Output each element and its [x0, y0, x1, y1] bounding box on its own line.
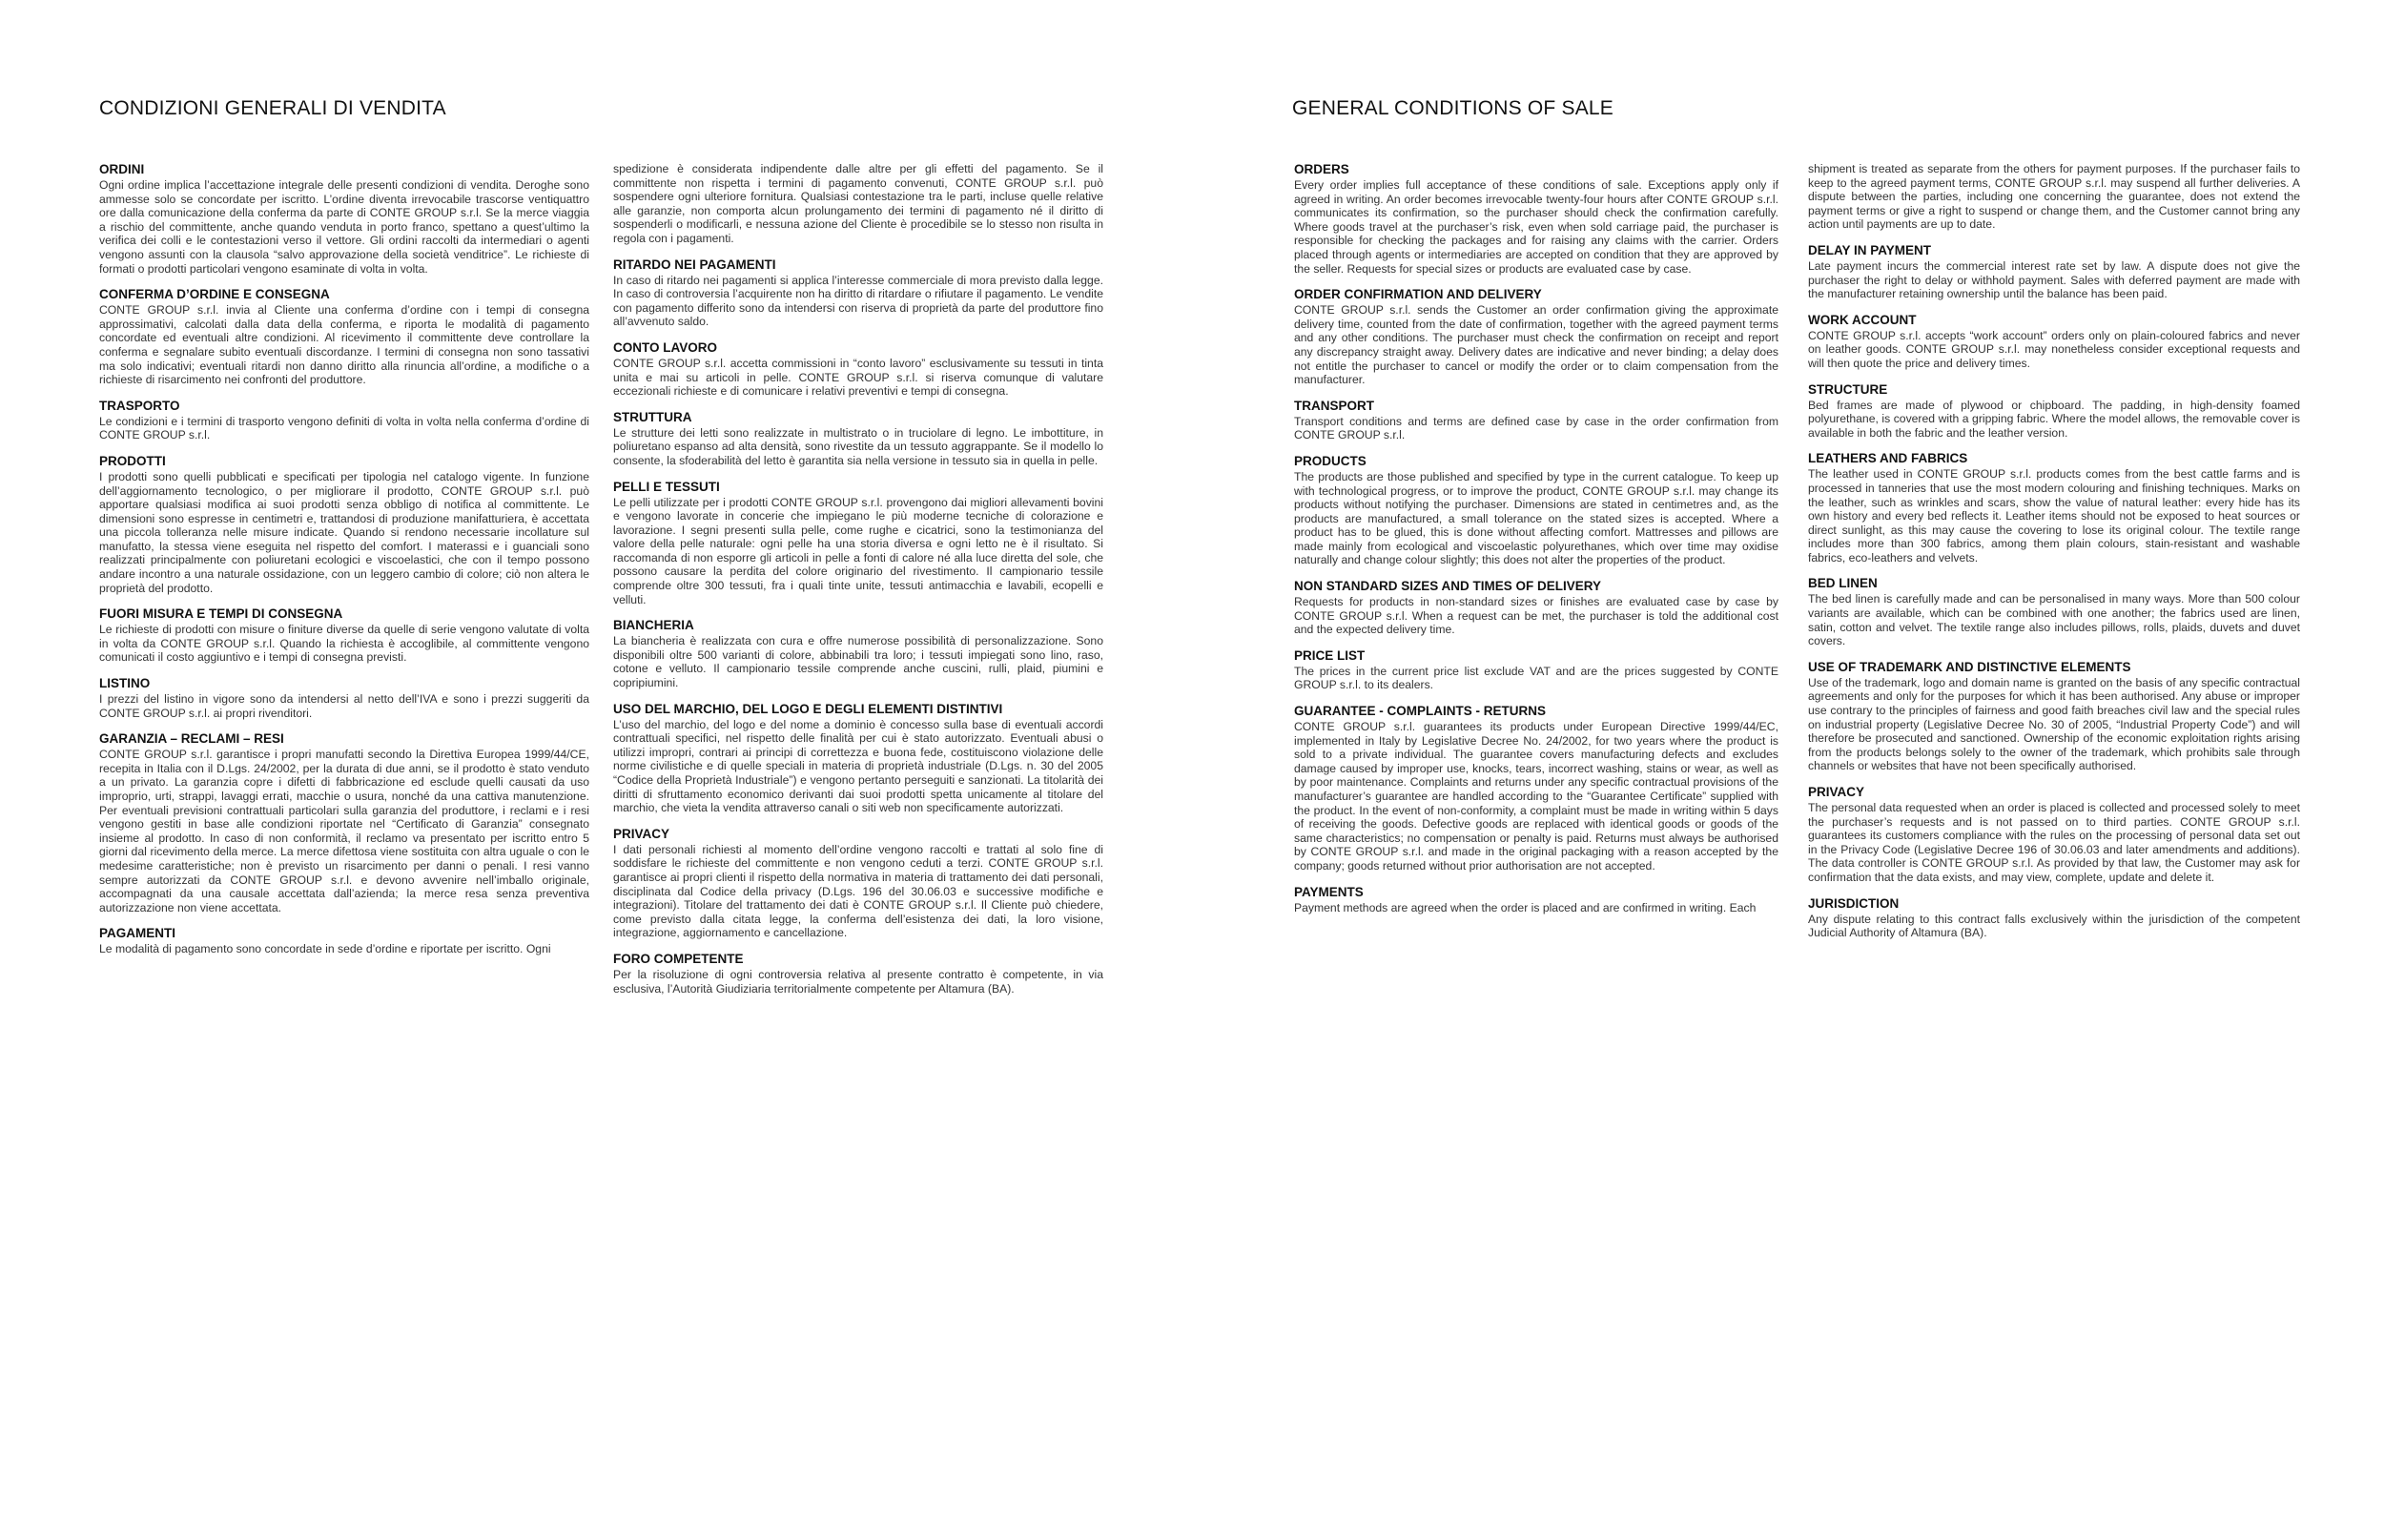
section-body: CONTE GROUP s.r.l. guarantees its products under European Directive 1999/44/EC, implemented in Italy by Legislative Decree No. 24/2002, for two years where the product is sold to a private individual. The guarantee covers manufacturing defects and excludes damage caused by improper use, knocks, tears, incorrect washing, stains or wear, as well as by poor maintenance. Complaints and returns under any specific contractual provisions of the manufacturer’s guarantee are handled according to the “Guarantee Certificate” supplied with the product. In the event of non-conformity, a complaint must be made in writing within 5 days of receiving the goods. Defective goods are replaced with identical goods or goods of the same characteristics; no compensation or penalty is paid. Returns must always be authorised by CONTE GROUP s.r.l. and made in the original packaging with a reason accepted by the company; goods returned without prior authorisation are not accepted.: [1294, 720, 1778, 873]
section-body: Every order implies full acceptance of these conditions of sale. Exceptions apply only if agreed in writing. An order becomes irrevocable twenty-four hours after CONTE GROUP s.r.l. communicates its confirmation, so the purchaser should check the confirmation carefully. Where goods travel at the purchaser’s risk, even when sold carriage paid, the purchaser is responsible for checking the packages and for raising any claims with the carrier. Orders placed through agents or intermediaries are accepted on condition that they are approved by the seller. Requests for special sizes or products are evaluated case by case.: [1294, 178, 1778, 276]
terms-section: [1294, 454, 1778, 567]
section-body: The bed linen is carefully made and can be personalised in many ways. More than 500 colour variants are available, which can be combined with one another; the fabrics used are linen, satin, cotton and velvet. The textile range also includes pillows, rolls, plaids, duvets and duvet covers.: [1808, 592, 2300, 648]
section-heading: ORDINI: [99, 162, 145, 176]
section-heading: DELAY IN PAYMENT: [1808, 242, 1932, 257]
terms-section: [99, 454, 589, 595]
terms-section: [99, 676, 589, 720]
terms-section: [1808, 660, 2300, 773]
section-body: The products are those published and specified by type in the current catalogue. To keep up with technological progress, or to improve the product, CONTE GROUP s.r.l. may change its products without notifying the purchaser. Dimensions are stated in centimetres and, as the products are manufactured, a small tolerance on the stated sizes is accepted. Where a product has to be glued, this is done without affecting comfort. Mattresses and pillows are made mainly from ecological and viscoelastic polyurethanes, which over time may oxidise naturally and change colour slightly; this does not alter the properties of the product.: [1294, 469, 1778, 567]
section-heading: LEATHERS AND FABRICS: [1808, 451, 1968, 466]
section-heading: PAYMENTS: [1294, 884, 1364, 899]
terms-section: [1294, 579, 1778, 637]
section-body: Le condizioni e i termini di trasporto vengono definiti di volta in volta nella conferma d’ordine di CONTE GROUP s.r.l.: [99, 414, 589, 442]
section-heading: PRODUCTS: [1294, 453, 1367, 468]
section-body: CONTE GROUP s.r.l. garantisce i propri manufatti secondo la Direttiva Europea 1999/44/CE, recepita in Italia con il D.Lgs. 24/2002, per la durata di due anni, se il prodotto è stato venduto a un privato. La garanzia copre i difetti di fabbricazione ed esclude quelli causati da uso improprio, urti, strappi, lavaggi errati, macchie o usura, nonché da una cattiva manutenzione. Per eventuali previsioni contrattuali particolari sulla garanzia del produttore, i reclami e i resi vengono gestiti in base alle condizioni riportate nel “Certificato di Garanzia” consegnato insieme al prodotto. In caso di non conformità, il reclamo va presentato per iscritto entro 5 giorni dal ricevimento della merce. La merce difettosa viene sostituita con altra uguale o con le medesime caratteristiche; non è previsto un risarcimento per danni o penali. I resi vanno sempre autorizzati da CONTE GROUP s.r.l. e devono avvenire nell’imballo originale, accompagnati da una causale accettata dall’azienda; la merce resa senza preventiva autorizzazione non viene accettata.: [99, 748, 589, 914]
terms-section: [1294, 287, 1778, 387]
section-heading: PRICE LIST: [1294, 647, 1366, 663]
section-heading: PRIVACY: [1808, 785, 1865, 799]
section-heading: USE OF TRADEMARK AND DISTINCTIVE ELEMENTS: [1808, 659, 2131, 674]
terms-section: [1294, 162, 1778, 276]
terms-section: [99, 926, 589, 956]
terms-section: [1808, 896, 2300, 940]
section-body: Transport conditions and terms are defined case by case in the order confirmation from CONTE GROUP s.r.l.: [1294, 414, 1778, 442]
section-heading: CONTO LAVORO: [613, 339, 718, 355]
section-body: Le richieste di prodotti con misure o finiture diverse da quelle di serie vengono valutate di volta in volta da CONTE GROUP s.r.l. Quando la richiesta è accoglibile, al committente vengono comunicati il costo aggiuntivo e i tempi di consegna previsti.: [99, 623, 589, 665]
terms-section: [613, 952, 1103, 996]
section-heading: GARANZIA – RECLAMI – RESI: [99, 731, 284, 747]
section-body: CONTE GROUP s.r.l. invia al Cliente una conferma d’ordine con i tempi di consegna approssimativi, calcolati dalla data della conferma, e riporta le modalità di pagamento concordate ed eventuali altre condizioni. Al ricevimento il committente deve controllare la conferma e segnalare subito eventuali discordanze. I termini di consegna non sono tassativi ma solo indicativi; eventuali ritardi non danno diritto alla rinuncia all’ordine, a modifiche o a richieste di risarcimento nei confronti del produttore.: [99, 303, 589, 387]
page-title-en: GENERAL CONDITIONS OF SALE: [1292, 97, 1613, 119]
section-heading: STRUCTURE: [1808, 381, 1888, 397]
section-body: Per la risoluzione di ogni controversia relativa al presente contratto è competente, in via esclusiva, l’Autorità Giudiziaria territorialmente competente per Altamura (BA).: [613, 967, 1103, 996]
terms-section: [613, 480, 1103, 607]
section-heading: TRANSPORT: [1294, 398, 1374, 413]
section-body: Late payment incurs the commercial interest rate set by law. A dispute does not give the purchaser the right to delay or withhold payment. Sales with deferred payment are made with the manufacturer retaining ownership until the balance has been paid.: [1808, 258, 2300, 301]
section-body: In caso di ritardo nei pagamenti si applica l’interesse commerciale di mora previsto dalla legge. In caso di controversia l’acquirente non ha diritto di ritardare o rifiutare il pagamento. Le vendite con pagamento differito sono da intendersi con riserva di proprietà da parte del produttore fino all’avvenuto saldo.: [613, 273, 1103, 329]
terms-section: [1808, 785, 2300, 885]
section-body: Bed frames are made of plywood or chipboard. The padding, in high-density foamed polyurethane, is covered with a gripping fabric. Where the model allows, the removable cover is available in both the fabric and the leather version.: [1808, 398, 2300, 440]
english-page: [1192, 0, 2384, 1540]
section-heading: BED LINEN: [1808, 576, 1878, 591]
terms-section: [1294, 399, 1778, 442]
section-heading: RITARDO NEI PAGAMENTI: [613, 257, 776, 272]
terms-section: [613, 827, 1103, 940]
section-heading: STRUTTURA: [613, 409, 692, 424]
section-body: L’uso del marchio, del logo e del nome a dominio è concesso sulla base di eventuali accordi contrattuali specifici, nel rispetto delle finalità per cui è stato autorizzato. Eventuali abusi o utilizzi impropri, contrari ai principi di correttezza e buona fede, costituiscono violazione delle norme civilistiche e di quelle speciali in materia di proprietà industriale (D.Lgs. n. 30 del 2005 “Codice della Proprietà Industriale”) e vengono pertanto perseguiti e sanzionati. La titolarità dei diritti di sfruttamento economico derivanti dai suoi prodotti spetta unicamente al titolare del marchio, che vieta la vendita attraverso canali o siti web non specificamente autorizzati.: [613, 717, 1103, 815]
terms-section: [613, 618, 1103, 689]
terms-section: [99, 606, 589, 665]
section-heading: WORK ACCOUNT: [1808, 312, 1917, 327]
page-title-it: CONDIZIONI GENERALI DI VENDITA: [99, 97, 446, 119]
terms-section: [99, 399, 589, 442]
it-column-1: [99, 162, 589, 1488]
section-body: Le strutture dei letti sono realizzate in multistrato o in truciolare di legno. Le imbottiture, in poliuretano espanso ad alta densità, sono rivestite da un tessuto aggrappante. Se il modello lo consente, la sfoderabilità del letto è garantita sia nella versione in tessuto sia in quella in pelle.: [613, 425, 1103, 467]
terms-section: [1808, 576, 2300, 647]
terms-section: [1294, 885, 1778, 915]
section-body: I dati personali richiesti al momento dell’ordine vengono raccolti e trattati al solo fine di soddisfare le richieste del committente e non vengono ceduti a terzi. CONTE GROUP s.r.l. garantisce ai propri clienti il rispetto della normativa in materia di trattamento dei dati personali, disciplinata dal Codice della privacy (D.Lgs. 196 del 30.06.03 e successive modifiche e integrazioni). Titolare del trattamento dei dati è CONTE GROUP s.r.l. Il Cliente può chiedere, come previsto dalla citata legge, la conferma dell’esistenza dei dati, la loro visione, integrazione, aggiornamento e cancellazione.: [613, 842, 1103, 940]
terms-section: [99, 287, 589, 387]
terms-section: [613, 340, 1103, 399]
terms-section: [1294, 704, 1778, 873]
terms-section: [1808, 243, 2300, 301]
section-heading: GUARANTEE - COMPLAINTS - RETURNS: [1294, 704, 1546, 719]
section-body: The leather used in CONTE GROUP s.r.l. products comes from the best cattle farms and is processed in tanneries that use the most modern colouring and finishing techniques. Marks on the leather, such as wrinkles and scars, show the value of natural leather: every hide has its own history and every bed reflects it. Leather items should not be exposed to heat sources or direct sunlight, as this may cause the covering to lose its original colour. The textile range includes more than 300 fabrics, among them plain colours, stain-resistant and washable fabrics, eco-leathers and velvets.: [1808, 467, 2300, 565]
section-heading: FORO COMPETENTE: [613, 951, 744, 966]
terms-section: [1294, 648, 1778, 692]
en-column-1: [1294, 162, 1778, 1488]
section-heading: JURISDICTION: [1808, 895, 1900, 911]
section-body: Le modalità di pagamento sono concordate in sede d’ordine e riportate per iscritto. Ogni: [99, 942, 551, 956]
section-body: Payment methods are agreed when the order is placed and are confirmed in writing. Each: [1294, 900, 1757, 914]
section-body: Ogni ordine implica l’accettazione integrale delle presenti condizioni di vendita. Deroghe sono ammesse solo se concordate per iscritto. L’ordine diventa irrevocabile trascorse ventiquattro ore dalla comunicazione della conferma da parte di CONTE GROUP s.r.l. Se la merce viaggia a rischio del committente, anche quando venduta in porto franco, spettano a quest’ultimo la verifica dei colli e le contestazioni verso il vettore. Gli ordini raccolti da intermediari o agenti vengono assunti con la clausola “salvo approvazione della società venditrice”. Le richieste di formati o prodotti particolari vengono esaminate di volta in volta.: [99, 178, 589, 276]
section-heading: NON STANDARD SIZES AND TIMES OF DELIVERY: [1294, 579, 1602, 594]
terms-section: [613, 162, 1103, 246]
section-heading: CONFERMA D’ORDINE E CONSEGNA: [99, 287, 330, 302]
terms-section: [1808, 382, 2300, 441]
section-body: shipment is treated as separate from the others for payment purposes. If the purchaser fails to keep to the agreed payment terms, CONTE GROUP s.r.l. may suspend all further deliveries. A dispute between the parties, including one concerning the guarantee, does not extend the payment terms or give a right to suspend or change them, and the Customer cannot bring any action until payments are up to date.: [1808, 162, 2300, 232]
en-column-2: [1808, 162, 2300, 1488]
section-body: CONTE GROUP s.r.l. accepts “work account” orders only on plain-coloured fabrics and never on leather goods. CONTE GROUP s.r.l. may nonetheless consider exceptional requests and will then quote the price and delivery times.: [1808, 328, 2300, 370]
section-body: Requests for products in non-standard sizes or finishes are evaluated case by case by CONTE GROUP s.r.l. When a request can be met, the purchaser is told the additional cost and the expected delivery time.: [1294, 595, 1778, 637]
terms-section: [613, 257, 1103, 329]
section-heading: PRIVACY: [613, 826, 670, 841]
section-body: spedizione è considerata indipendente dalle altre per gli effetti del pagamento. Se il committente non rispetta i termini di pagamento convenuti, CONTE GROUP s.r.l. può sospendere ogni ulteriore fornitura. Qualsiasi contestazione tra le parti, incluse quelle relative alle garanzie, non comporta alcun prolungamento dei termini di pagamento né il diritto di sospenderli o modificarli, e nessuna azione del Cliente è procedibile se lo stesso non risulta in regola con i pagamenti.: [613, 162, 1103, 245]
terms-section: [613, 410, 1103, 468]
section-heading: PAGAMENTI: [99, 926, 175, 941]
section-heading: TRASPORTO: [99, 398, 180, 413]
terms-section: [1808, 313, 2300, 371]
section-heading: USO DEL MARCHIO, DEL LOGO E DEGLI ELEMENTI DISTINTIVI: [613, 701, 1003, 716]
terms-section: [1808, 162, 2300, 232]
section-body: I prodotti sono quelli pubblicati e specificati per tipologia nel catalogo vigente. In funzione dell’aggiornamento tecnologico, o per migliorare il prodotto, CONTE GROUP s.r.l. può apportare qualsiasi modifica ai suoi prodotti senza obbligo di notifica al committente. Le dimensioni sono espresse in centimetri e, trattandosi di produzione manifatturiera, è accettata una piccola tolleranza nelle misure indicate. Quando si rendono necessarie incollature sul manufatto, la stessa viene eseguita nel rispetto del comfort. I materassi e i guanciali sono realizzati principalmente con poliuretani ecologici e viscoelastici, che con il tempo possono andare incontro a una naturale ossidazione, con un leggero cambio di colore; ciò non altera le proprietà del prodotto.: [99, 469, 589, 595]
section-heading: ORDERS: [1294, 162, 1349, 176]
section-body: Le pelli utilizzate per i prodotti CONTE GROUP s.r.l. provengono dai migliori allevamenti bovini e vengono lavorate in concerie che impiegano le più moderne tecniche di colorazione e lavorazione. I segni presenti sulla pelle, come rughe e cicatrici, sono la testimonianza del valore della pelle naturale: ogni pelle ha una storia diversa e ogni letto ne è il risultato. Si raccomanda di non esporre gli articoli in pelle a fonti di calore né alla luce diretta del sole, che possono causare la perdita del colore originario del rivestimento. Il campionario tessile comprende oltre 300 tessuti, fra i quali tinte unite, tessuti antimacchia e lavabili, ecopelli e velluti.: [613, 495, 1103, 606]
terms-section: [99, 162, 589, 276]
section-heading: FUORI MISURA E TEMPI DI CONSEGNA: [99, 606, 343, 622]
it-column-2: [613, 162, 1103, 1488]
section-body: Any dispute relating to this contract falls exclusively within the jurisdiction of the competent Judicial Authority of Altamura (BA).: [1808, 912, 2300, 940]
section-body: CONTE GROUP s.r.l. sends the Customer an order confirmation giving the approximate delivery time, counted from the date of confirmation, together with the agreed payment terms and any other conditions. The purchaser must check the confirmation on receipt and report any discrepancy straight away. Delivery dates are indicative and never binding; a delay does not entitle the purchaser to cancel or modify the order or to claim compensation from the manufacturer.: [1294, 303, 1778, 387]
section-body: The personal data requested when an order is placed is collected and processed solely to meet the purchaser’s requests and is not passed on to third parties. CONTE GROUP s.r.l. guarantees its customers compliance with the rules on the processing of personal data set out in the Privacy Code (Legislative Decree 196 of 30.06.03 and later amendments and additions). The data controller is CONTE GROUP s.r.l. As provided by that law, the Customer may ask for confirmation that the data exists, and may view, complete, update and delete it.: [1808, 801, 2300, 884]
section-heading: ORDER CONFIRMATION AND DELIVERY: [1294, 287, 1542, 302]
section-body: The prices in the current price list exclude VAT and are the prices suggested by CONTE GROUP s.r.l. to its dealers.: [1294, 664, 1778, 692]
section-body: CONTE GROUP s.r.l. accetta commissioni in “conto lavoro” esclusivamente su tessuti in tinta unita e mai su articoli in pelle. CONTE GROUP s.r.l. si riserva comunque di valutare eccezionali richieste e di comunicare i relativi preventivi e tempi di consegna.: [613, 356, 1103, 399]
section-body: Use of the trademark, logo and domain name is granted on the basis of any specific contractual agreements and only for the purposes for which it has been authorised. Any abuse or improper use contrary to the principles of fairness and good faith breaches civil law and the special rules on industrial property (Legislative Decree No. 30 of 2005, “Industrial Property Code”) and will therefore be prosecuted and sanctioned. Ownership of the economic exploitation rights arising from the products belongs solely to the owner of the trademark, which prohibits sale through channels or websites that have not been specifically authorised.: [1808, 675, 2300, 773]
terms-section: [1808, 451, 2300, 565]
section-heading: BIANCHERIA: [613, 618, 694, 633]
section-body: I prezzi del listino in vigore sono da intendersi al netto dell’IVA e sono i prezzi suggeriti da CONTE GROUP s.r.l. ai propri rivenditori.: [99, 692, 589, 720]
terms-section: [613, 702, 1103, 815]
section-heading: LISTINO: [99, 676, 151, 691]
section-heading: PELLI E TESSUTI: [613, 479, 720, 494]
section-heading: PRODOTTI: [99, 453, 166, 468]
section-body: La biancheria è realizzata con cura e offre numerose possibilità di personalizzazione. Sono disponibili oltre 500 varianti di colore, abbinabili tra loro; i tessuti impiegati sono lino, raso, cotone e velluto. Il campionario tessile comprende anche cuscini, rulli, plaid, piumini e copripiumini.: [613, 634, 1103, 690]
terms-section: [99, 731, 589, 914]
